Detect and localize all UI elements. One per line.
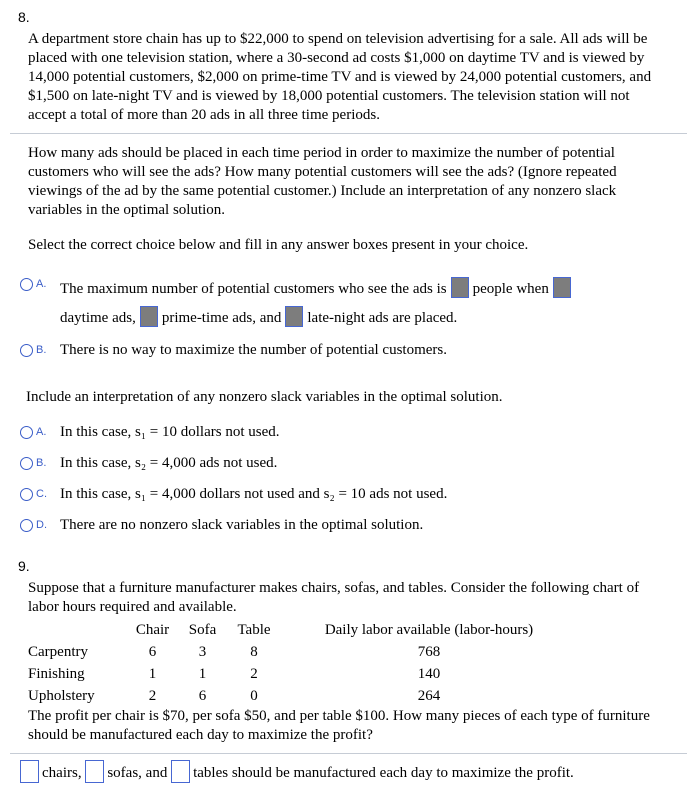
table-cell: 264 [417, 688, 441, 704]
radio-button-slack-c[interactable] [20, 488, 33, 501]
slack-option-c [20, 485, 690, 504]
radio-button-slack-d[interactable] [20, 519, 33, 532]
table-row-upholstery [28, 685, 575, 707]
table-cell: 1 [148, 666, 157, 682]
radio-button-slack-a[interactable] [20, 426, 33, 439]
slack-a-letter: A. [36, 426, 47, 438]
divider [10, 133, 687, 134]
table-row-carpentry [28, 641, 575, 663]
slack-option-a [20, 423, 690, 442]
table-cell: 768 [417, 644, 441, 660]
slack-d-text: There are no nonzero slack variables in the optimal solution. [60, 517, 424, 533]
choice-a-line2 [60, 304, 575, 333]
answer-box-tables[interactable] [171, 760, 190, 783]
slack-heading: Include an interpretation of any nonzero slack variables in the optimal solution. [26, 389, 503, 405]
table-cell: 2 [250, 666, 258, 682]
divider [10, 753, 687, 754]
slack-a-text: In this case, s₁ = 10 dollars not used. [60, 424, 280, 440]
choice-a-text-1: The maximum number of potential customers who see the ads is [60, 281, 447, 297]
slack-option-b [20, 454, 690, 473]
answer-box-latenight-ads[interactable] [285, 306, 303, 327]
radio-button-choice-b[interactable] [20, 344, 33, 357]
answer-box-chairs[interactable] [20, 760, 39, 783]
table-header-sofa: Sofa [188, 622, 217, 638]
problem8-number: 8. [18, 9, 30, 25]
problem8-intro: A department store chain has up to $22,000 to spend on television advertising for a sale. All ads will be placed with one television station, where a 30-second ad costs $1,000 on daytime TV and is viewed by 14,000 potential customers, $2,000 on prime-time TV and is viewed by 24,000 potential customers, and $1,500 on late-night TV and is viewed by 18,000 potential customers. The television station will not accept a total of more than 20 ads in all three time periods. [28, 31, 652, 123]
table-cell: 0 [250, 688, 258, 704]
slack-c-letter: C. [36, 488, 47, 500]
slack-b-text: In this case, s₂ = 4,000 ads not used. [60, 455, 278, 471]
table-cell: 6 [198, 688, 207, 704]
radio-button-slack-b[interactable] [20, 457, 33, 470]
table-cell: 6 [148, 644, 157, 660]
choice-a-text-5: late-night ads are placed. [307, 310, 458, 326]
answer-text-1: chairs, [42, 765, 82, 781]
labor-table [28, 619, 575, 707]
radio-button-choice-a[interactable] [20, 278, 33, 291]
row-label: Upholstery [28, 688, 95, 704]
row-label: Finishing [28, 666, 85, 682]
table-header-table: Table [237, 622, 271, 638]
table-row-finishing [28, 663, 575, 685]
answer-box-sofas[interactable] [85, 760, 104, 783]
choice-a-text-3: daytime ads, [60, 310, 136, 326]
answer-box-total-customers[interactable] [451, 277, 469, 298]
slack-c-text: In this case, s₁ = 4,000 dollars not used and s₂ = 10 ads not used. [60, 486, 448, 502]
choice-a-letter: A. [36, 278, 47, 290]
table-header-daily-labor: Daily labor available (labor-hours) [324, 622, 534, 638]
table-cell: 140 [417, 666, 441, 682]
slack-b-letter: B. [36, 457, 47, 469]
row-label: Carpentry [28, 644, 88, 660]
problem9-answer-line [20, 760, 670, 786]
labor-table-header-row [28, 619, 575, 641]
choice-a-text-4: prime-time ads, and [161, 310, 282, 326]
problem8-instruction: Select the correct choice below and fill in any answer boxes present in your choice. [28, 237, 529, 253]
table-cell: 3 [198, 644, 207, 660]
answer-text-3: tables should be manufactured each day to maximize the profit. [193, 765, 574, 781]
choice-a [20, 275, 690, 333]
problem9-intro: Suppose that a furniture manufacturer makes chairs, sofas, and tables. Consider the following chart of labor hours required and available. [28, 580, 640, 615]
answer-box-daytime-ads[interactable] [553, 277, 571, 298]
choice-b-letter: B. [36, 344, 47, 356]
table-cell: 2 [148, 688, 157, 704]
table-cell: 8 [250, 644, 258, 660]
problem9-question: The profit per chair is $70, per sofa $50, and per table $100. How many pieces of each type of furniture should be manufactured each day to maximize the profit? [28, 708, 650, 743]
problem8-question: How many ads should be placed in each time period in order to maximize the number of potential customers who will see the ads? How many potential customers will see the ads? (Ignore repeated viewings of the ad by the same potential customer.) Include an interpretation of any nonzero slack variables in the optimal solution. [28, 145, 617, 218]
choice-a-text [60, 275, 575, 333]
choice-b-text: There is no way to maximize the number of potential customers. [60, 342, 447, 358]
table-cell: 1 [198, 666, 207, 682]
table-header-chair: Chair [135, 622, 170, 638]
choice-b [20, 341, 690, 360]
slack-d-letter: D. [36, 519, 47, 531]
answer-text-2: sofas, and [107, 765, 168, 781]
problem9-number: 9. [18, 558, 30, 574]
choice-a-line1 [60, 275, 575, 304]
answer-box-primetime-ads[interactable] [140, 306, 158, 327]
choice-a-text-2: people when [472, 281, 549, 297]
table-header-blank [28, 619, 125, 641]
slack-option-d [20, 516, 690, 535]
